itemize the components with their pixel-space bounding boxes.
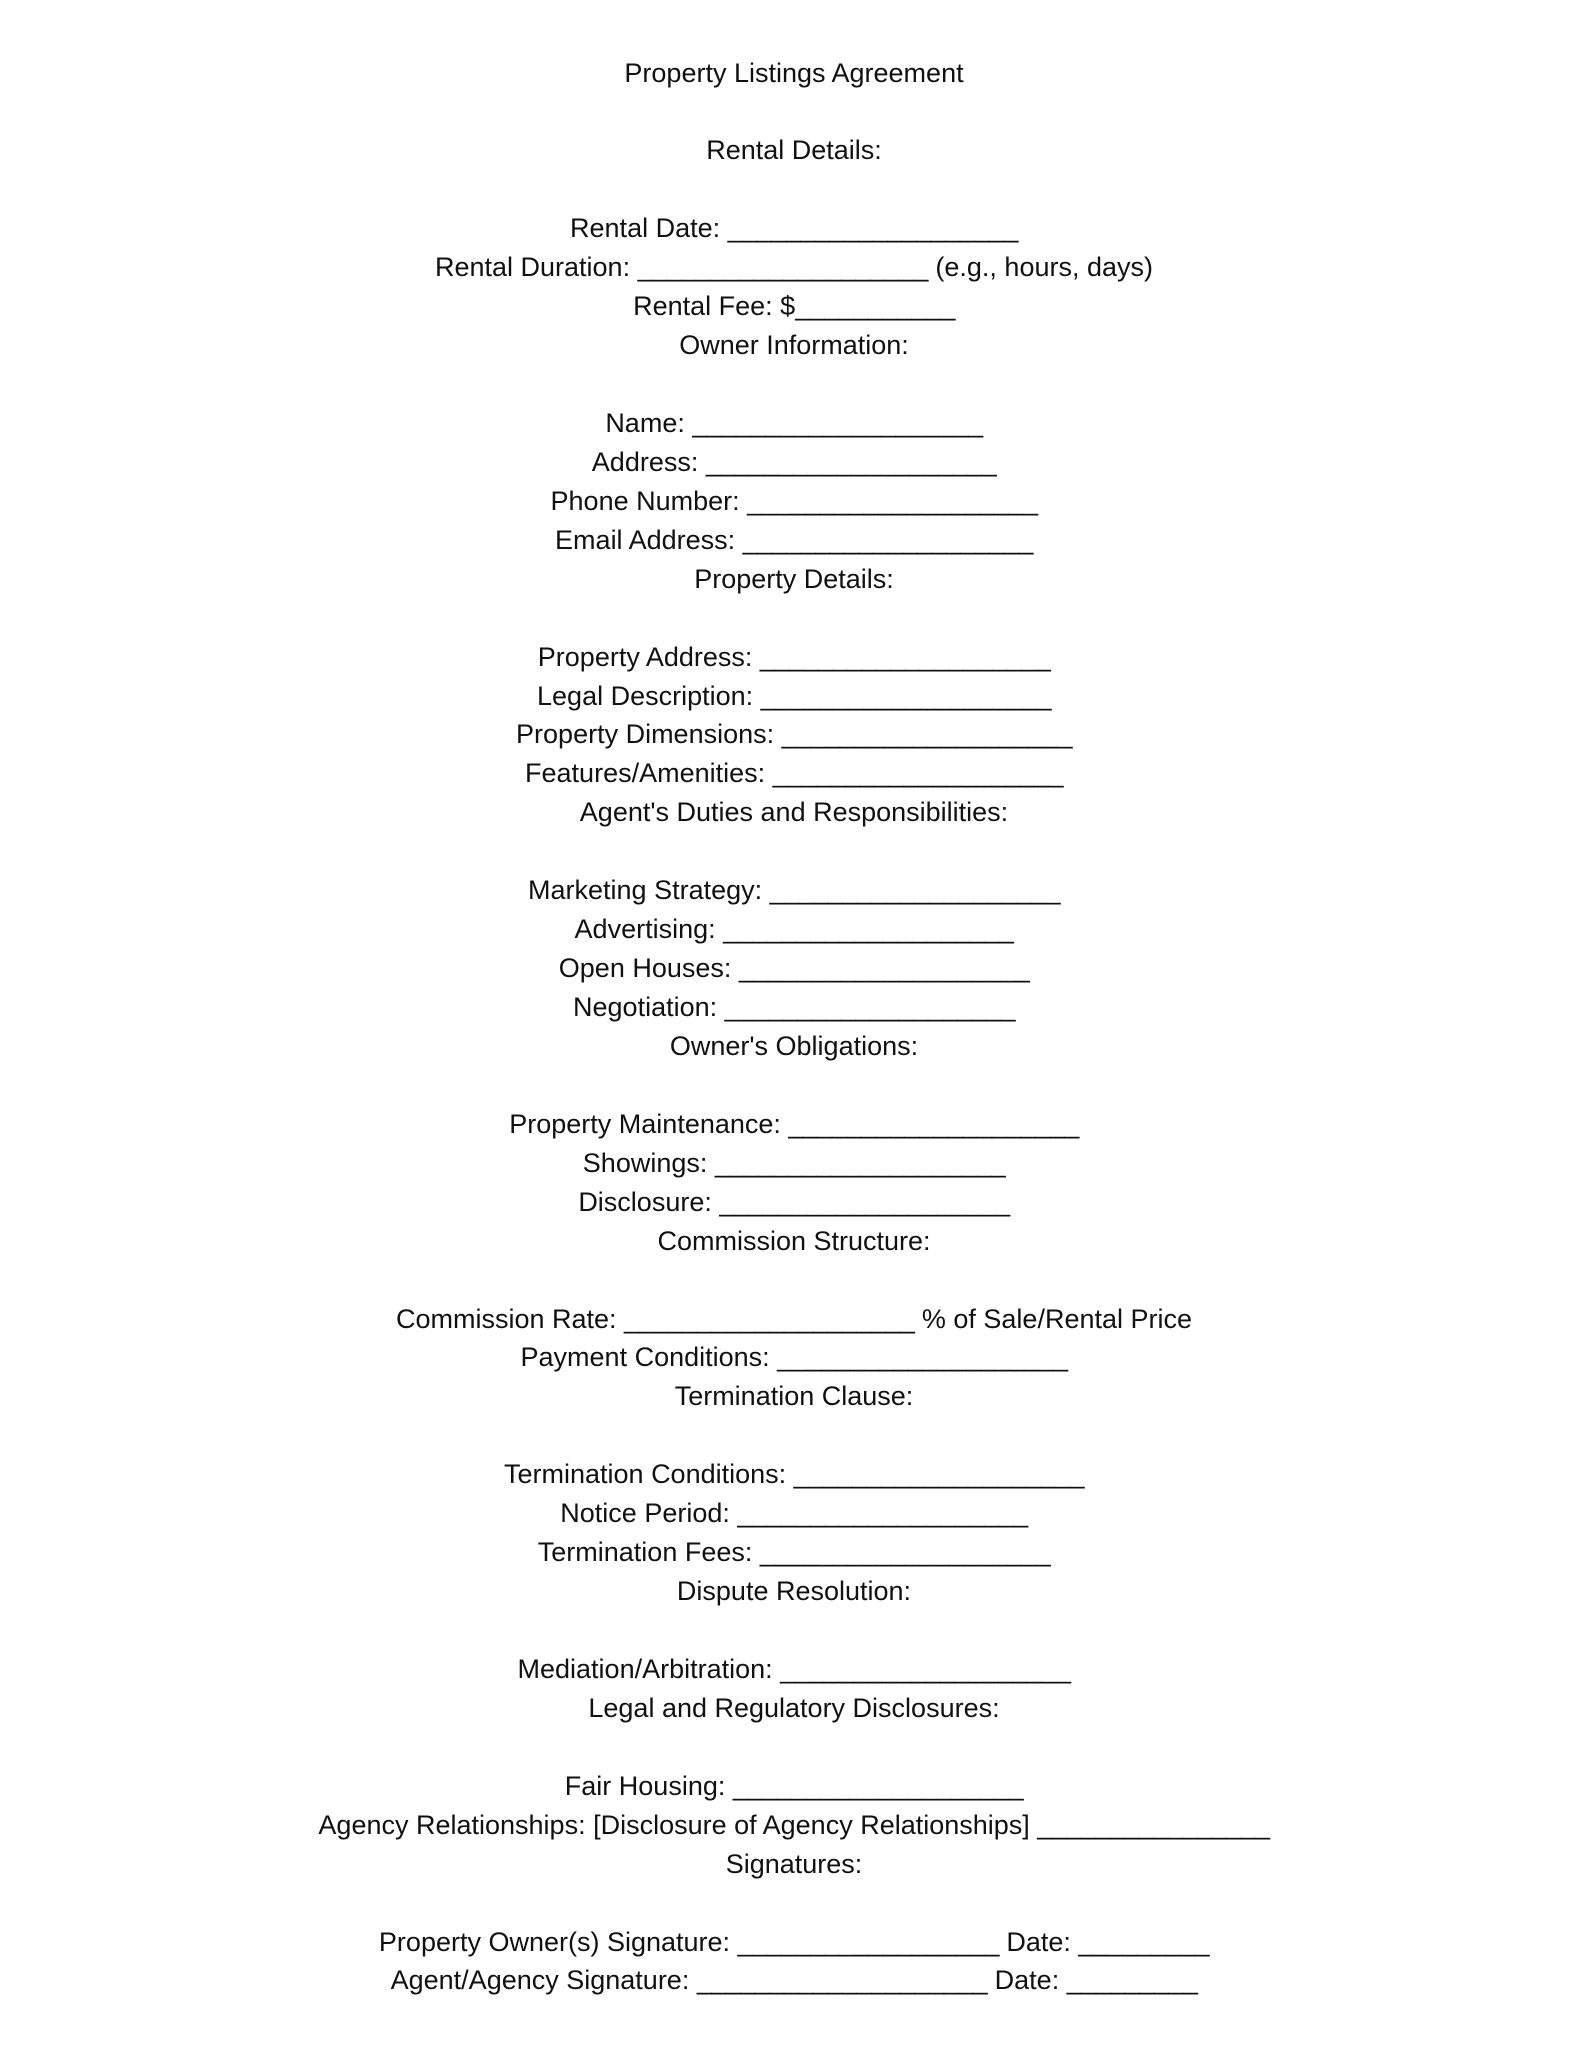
field-blank-input[interactable]: ____________________ bbox=[747, 485, 1038, 516]
field-blank-input[interactable]: ____________________ bbox=[727, 213, 1018, 244]
spacer bbox=[0, 832, 1588, 871]
spacer bbox=[0, 1261, 1588, 1300]
form-field-row bbox=[0, 248, 1588, 287]
spacer bbox=[0, 365, 1588, 404]
field-blank-input[interactable]: ____________________ bbox=[777, 1342, 1068, 1373]
section-heading: Owner's Obligations: bbox=[669, 1030, 919, 1061]
spacer bbox=[0, 1066, 1588, 1105]
spacer bbox=[0, 1884, 1588, 1923]
field-label: Rental Duration: bbox=[434, 252, 638, 283]
form-field-row bbox=[0, 443, 1588, 482]
form-field-row bbox=[0, 638, 1588, 677]
field-label: Notice Period: bbox=[560, 1498, 738, 1529]
spacer bbox=[0, 599, 1588, 638]
form-field-row bbox=[0, 1183, 1588, 1222]
field-blank-input[interactable]: ____________________ bbox=[723, 914, 1014, 945]
spacer bbox=[0, 170, 1588, 209]
field-blank-input[interactable]: ____________________ bbox=[760, 680, 1051, 711]
field-blank-input[interactable]: ____________________ bbox=[780, 1653, 1071, 1684]
form-field-row bbox=[0, 1767, 1588, 1806]
field-label: Agent/Agency Signature: bbox=[390, 1965, 697, 1996]
form-field-row bbox=[0, 521, 1588, 560]
section-heading: Owner Information: bbox=[679, 330, 909, 361]
section-heading: Rental Details: bbox=[706, 135, 882, 166]
field-label: Disclosure: bbox=[578, 1186, 720, 1217]
field-label: Email Address: bbox=[555, 524, 743, 555]
field-suffix: % of Sale/Rental Price bbox=[914, 1303, 1193, 1334]
field-label: Property Owner(s) Signature: bbox=[378, 1926, 738, 1957]
document-title: Property Listings Agreement bbox=[624, 57, 964, 88]
field-blank-input[interactable]: ____________________ bbox=[769, 875, 1060, 906]
field-blank-input[interactable]: ____________________ bbox=[759, 641, 1051, 672]
form-field-row bbox=[0, 287, 1588, 326]
form-field-row bbox=[0, 482, 1588, 521]
field-label: Name: bbox=[605, 407, 693, 438]
form-field-row bbox=[0, 949, 1588, 988]
form-field-row bbox=[0, 1494, 1588, 1533]
form-field-row bbox=[0, 1144, 1588, 1183]
date-blank-input[interactable]: _________ bbox=[1066, 1965, 1198, 1996]
section-heading: Agent's Duties and Responsibilities: bbox=[579, 797, 1009, 828]
form-field-row bbox=[0, 1105, 1588, 1144]
field-label: Property Dimensions: bbox=[516, 719, 782, 750]
form-field-row bbox=[0, 1806, 1588, 1845]
spacer bbox=[0, 1728, 1588, 1767]
form-field-row bbox=[0, 209, 1588, 248]
form-field-row bbox=[0, 1533, 1588, 1572]
form-field-row bbox=[0, 1650, 1588, 1689]
field-label: Mediation/Arbitration: bbox=[517, 1653, 781, 1684]
field-blank-input[interactable]: ____________________ bbox=[692, 407, 983, 438]
field-blank-input[interactable]: ____________________ bbox=[719, 1186, 1010, 1217]
field-label: Negotiation: bbox=[573, 992, 725, 1022]
field-blank-input[interactable]: ____________________ bbox=[772, 758, 1063, 789]
date-blank-input[interactable]: _________ bbox=[1078, 1926, 1210, 1957]
field-label: Legal Description: bbox=[537, 680, 761, 711]
field-label: Rental Date: bbox=[570, 213, 728, 244]
form-field-row bbox=[0, 715, 1588, 754]
field-blank-input[interactable]: ____________________ bbox=[637, 252, 928, 283]
field-blank-input[interactable]: ____________________ bbox=[781, 719, 1072, 750]
field-label: Fair Housing: bbox=[564, 1770, 733, 1801]
form-field-row bbox=[0, 871, 1588, 910]
field-label: Termination Fees: bbox=[537, 1537, 760, 1568]
field-blank-input[interactable]: ________________ bbox=[1037, 1809, 1270, 1840]
form-field-row bbox=[0, 1455, 1588, 1494]
form-field-row bbox=[0, 404, 1588, 443]
field-suffix: Date: bbox=[987, 1965, 1067, 1996]
field-label: Showings: bbox=[582, 1147, 715, 1178]
field-blank-input[interactable]: ____________________ bbox=[705, 446, 997, 477]
field-blank-input[interactable]: ____________________ bbox=[738, 953, 1030, 984]
field-blank-input[interactable]: ____________________ bbox=[737, 1498, 1028, 1529]
sections bbox=[0, 131, 1588, 2000]
field-label: Termination Conditions: bbox=[504, 1459, 794, 1490]
field-label: Address: bbox=[591, 446, 706, 477]
field-blank-input[interactable]: ____________________ bbox=[624, 1303, 915, 1334]
section-heading: Commission Structure: bbox=[657, 1225, 931, 1256]
field-blank-input[interactable]: ____________________ bbox=[732, 1770, 1024, 1801]
field-label: Rental Fee: $ bbox=[633, 291, 796, 322]
field-suffix: (e.g., hours, days) bbox=[927, 252, 1154, 283]
field-label: Marketing Strategy: bbox=[528, 875, 770, 906]
field-blank-input[interactable]: ____________________ bbox=[759, 1537, 1051, 1568]
section-heading: Signatures: bbox=[725, 1848, 863, 1879]
field-label: Phone Number: bbox=[550, 485, 748, 516]
section-heading: Property Details: bbox=[694, 563, 894, 594]
form-field-row bbox=[0, 677, 1588, 716]
field-label: Property Address: bbox=[537, 641, 760, 672]
form-field-row bbox=[0, 1923, 1588, 1962]
field-label: Payment Conditions: bbox=[520, 1342, 778, 1373]
field-blank-input[interactable]: ____________________ bbox=[788, 1108, 1079, 1139]
field-label: Advertising: bbox=[574, 914, 724, 945]
field-blank-input[interactable]: ____________________ bbox=[714, 1147, 1006, 1178]
field-label: Agency Relationships: [Disclosure of Agency Relationships] bbox=[318, 1809, 1038, 1840]
field-label: Features/Amenities: bbox=[525, 758, 773, 789]
agreement-document bbox=[0, 54, 1588, 2001]
spacer bbox=[0, 1416, 1588, 1455]
spacer bbox=[0, 1611, 1588, 1650]
field-label: Property Maintenance: bbox=[509, 1108, 789, 1139]
form-field-row bbox=[0, 988, 1588, 1027]
form-field-row bbox=[0, 1300, 1588, 1339]
field-blank-input[interactable]: __________________ bbox=[737, 1926, 999, 1957]
field-label: Open Houses: bbox=[558, 953, 739, 984]
field-blank-input[interactable]: ____________________ bbox=[724, 992, 1015, 1022]
field-blank-input[interactable]: ____________________ bbox=[742, 524, 1033, 555]
form-field-row bbox=[0, 910, 1588, 949]
field-label: Commission Rate: bbox=[395, 1303, 625, 1334]
section-heading: Termination Clause: bbox=[674, 1381, 914, 1412]
form-field-row bbox=[0, 754, 1588, 793]
field-blank-input[interactable]: ____________________ bbox=[793, 1459, 1084, 1490]
field-suffix: Date: bbox=[998, 1926, 1079, 1957]
section-heading: Legal and Regulatory Disclosures: bbox=[588, 1692, 1000, 1723]
spacer bbox=[0, 92, 1588, 131]
field-blank-input[interactable]: ____________________ bbox=[696, 1965, 988, 1996]
field-blank-input[interactable]: ___________ bbox=[795, 291, 955, 322]
form-field-row bbox=[0, 1961, 1588, 2000]
section-heading: Dispute Resolution: bbox=[676, 1576, 912, 1607]
form-field-row bbox=[0, 1338, 1588, 1377]
